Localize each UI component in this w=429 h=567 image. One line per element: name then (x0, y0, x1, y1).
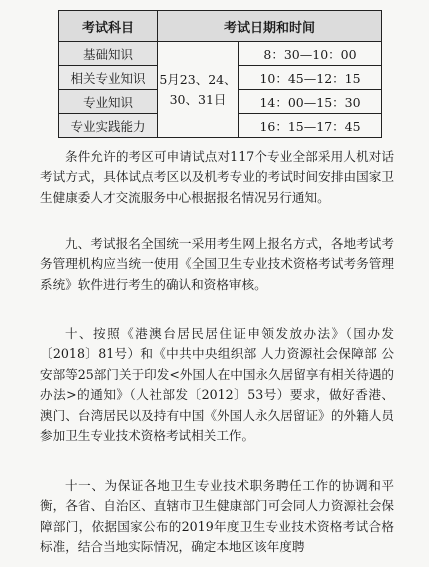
date-line: 30、31日 (169, 91, 227, 107)
subject-cell: 相关专业知识 (59, 66, 158, 90)
header-subject: 考试科目 (59, 11, 158, 42)
subject-cell: 基础知识 (59, 42, 158, 66)
table-header-row (59, 11, 382, 42)
paragraph-nine: 九、考试报名全国统一采用考生网上报名方式，各地考试考务管理机构应当统一使用《全国卫生专业技术资格考试考务管理系统》软件进行考生的确认和资格审核。 (40, 236, 394, 292)
subject-cell: 专业实践能力 (59, 114, 158, 138)
paragraph-pilot-exam: 条件允许的考区可申请试点对117个专业全部采用人机对话考试方式，具体试点考区以及机考专业的考试时间安排由国家卫生健康委人才交流服务中心根据报名情况另行通知。 (40, 149, 394, 205)
paragraph-eleven: 十一、为保证各地卫生专业技术职务聘任工作的协调和平衡，各省、自治区、直辖市卫生健康部门可会同人力资源社会保障部门，依据国家公布的2019年度卫生专业技术资格考试合格标准，结合当地实际情况，确定本地区该年度聘 (40, 478, 394, 555)
subject-cell: 专业知识 (59, 90, 158, 114)
paragraph-ten: 十、按照《港澳台居民居住证申领发放办法》（国办发〔2018〕81号）和《中共中央组织部 人力资源社会保障部 公安部等25部门关于印发<外国人在中国永久居留享有相关待遇的办法>的通知》（人社部发〔2012〕53号）要求，做好香港、澳门、台湾居民以及持有中国《外国人永久居留证》的外籍人员参加卫生专业技术资格考试相关工作。 (40, 326, 395, 444)
table-row (59, 42, 382, 66)
exam-schedule-table (58, 10, 382, 138)
header-datetime: 考试日期和时间 (158, 11, 382, 42)
date-cell (158, 42, 239, 138)
time-cell: 10：45—12：15 (239, 66, 382, 90)
time-cell: 8：30—10：00 (239, 42, 382, 66)
time-cell: 14：00—15：30 (239, 90, 382, 114)
date-line: 5月23、24、 (159, 71, 237, 87)
time-cell: 16：15—17：45 (239, 114, 382, 138)
